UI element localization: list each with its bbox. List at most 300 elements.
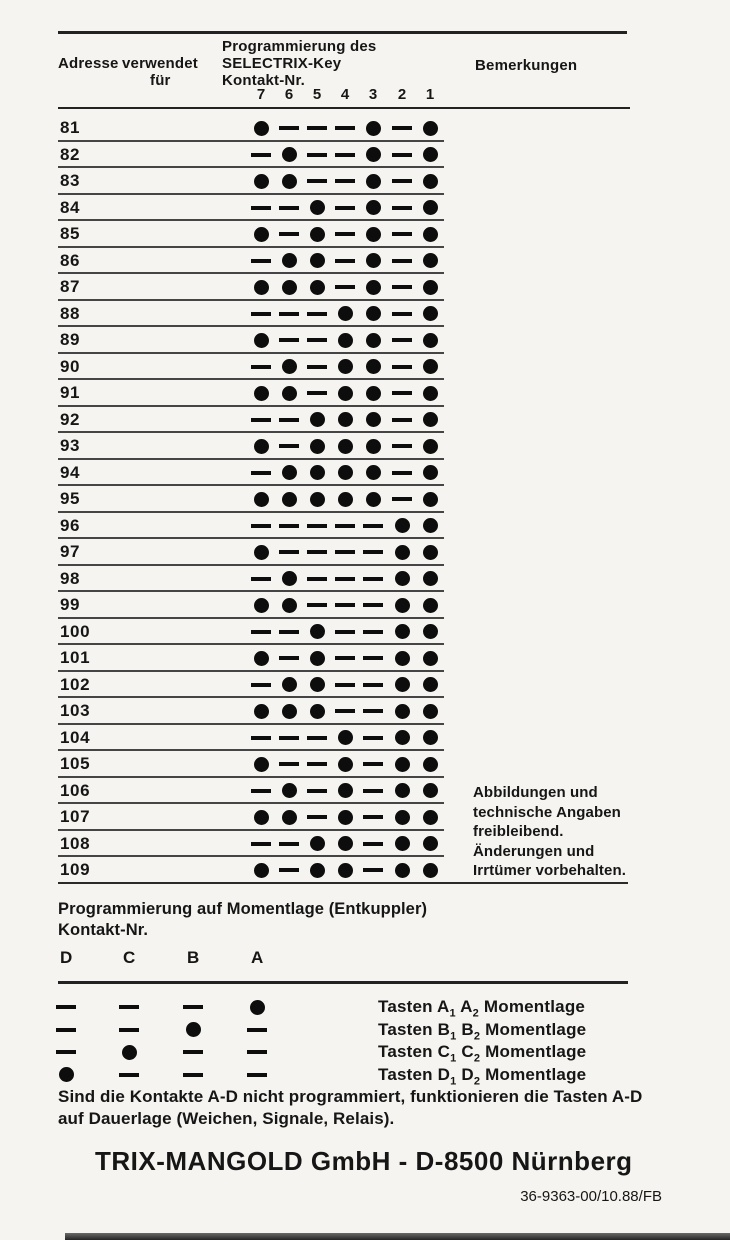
address-cell: 84: [60, 197, 81, 217]
contact-cell: [247, 804, 275, 831]
contact-programmed-dot: [423, 412, 438, 427]
contact-cell: [359, 248, 387, 275]
contact-cell: [303, 513, 331, 540]
contact-cell: [388, 831, 416, 858]
contact-cell: [247, 619, 275, 646]
contact-unprogrammed-dash: [251, 789, 271, 793]
contact-programmed-dot: [282, 359, 297, 374]
table-row: [58, 751, 630, 778]
contact-cell: [388, 433, 416, 460]
table-row: [58, 619, 630, 646]
contact-unprogrammed-dash: [279, 630, 299, 634]
contact-programmed-dot: [366, 200, 381, 215]
contact-unprogrammed-dash: [335, 232, 355, 236]
contact-letter-label: A: [251, 948, 264, 967]
contact-programmed-dot: [423, 651, 438, 666]
contact-programmed-dot: [423, 280, 438, 295]
contact-unprogrammed-dash: [307, 153, 327, 157]
contact-unprogrammed-dash: [392, 338, 412, 342]
contact-cell: [331, 380, 359, 407]
contact-cell: [275, 698, 303, 725]
contact-cell: [388, 248, 416, 275]
contact-programmed-dot: [254, 174, 269, 189]
contact-programmed-dot: [395, 863, 410, 878]
contact-programmed-dot: [310, 280, 325, 295]
contact-unprogrammed-dash: [363, 815, 383, 819]
contact-programmed-dot: [423, 333, 438, 348]
contact-cell: [388, 539, 416, 566]
contact-programmed-dot: [366, 465, 381, 480]
contact-cell: [331, 221, 359, 248]
contact-unprogrammed-dash: [251, 842, 271, 846]
contact-programmed-dot: [395, 624, 410, 639]
contact-cell: [388, 301, 416, 328]
contact-cell: [359, 645, 387, 672]
address-cell: 107: [60, 807, 91, 827]
contact-cell: [359, 354, 387, 381]
contact-cell: [388, 804, 416, 831]
contact-number-row: [0, 86, 730, 104]
contact-unprogrammed-dash: [392, 259, 412, 263]
contact-cell: [416, 221, 444, 248]
contact-programmed-dot: [423, 492, 438, 507]
contact-cell: [247, 142, 275, 169]
contact-cell: [275, 778, 303, 805]
contact-cell: [303, 301, 331, 328]
contact-cell: [247, 751, 275, 778]
contact-cell: [331, 566, 359, 593]
contact-unprogrammed-dash: [392, 365, 412, 369]
remarks-note-line: technische Angaben: [473, 803, 621, 821]
contact-programmed-dot: [395, 545, 410, 560]
contact-programmed-dot: [423, 624, 438, 639]
contact-unprogrammed-dash: [119, 1028, 139, 1032]
address-cell: 101: [60, 648, 91, 668]
contact-programmed-dot: [366, 280, 381, 295]
contact-unprogrammed-dash: [119, 1005, 139, 1009]
contact-unprogrammed-dash: [247, 1050, 267, 1054]
contact-unprogrammed-dash: [363, 550, 383, 554]
contact-cell: [115, 996, 143, 1019]
contact-cell: [416, 460, 444, 487]
moment-note-line2: auf Dauerlage (Weichen, Signale, Relais).: [58, 1109, 395, 1128]
contact-cell: [247, 460, 275, 487]
contact-cell: [388, 115, 416, 142]
contact-cell: [416, 751, 444, 778]
contact-cell: [247, 354, 275, 381]
contact-programmed-dot: [423, 147, 438, 162]
moment-note-line1: Sind die Kontakte A-D nicht programmiert, funktionieren die Tasten A-D: [58, 1087, 643, 1106]
contact-cell: [179, 996, 207, 1019]
address-cell: 109: [60, 860, 91, 880]
contact-cell: [179, 1064, 207, 1087]
contact-cell: [303, 857, 331, 884]
contact-letter-label: D: [60, 948, 73, 967]
contact-cell: [303, 354, 331, 381]
contact-programmed-dot: [395, 836, 410, 851]
contact-programmed-dot: [366, 121, 381, 136]
contact-cell: [416, 380, 444, 407]
contact-cell: [359, 221, 387, 248]
contact-programmed-dot: [338, 492, 353, 507]
contact-programmed-dot: [423, 704, 438, 719]
contact-programmed-dot: [423, 783, 438, 798]
contact-cell: [275, 248, 303, 275]
contact-unprogrammed-dash: [392, 497, 412, 501]
contact-programmed-dot: [423, 253, 438, 268]
contact-cell: [331, 248, 359, 275]
table-row: [58, 327, 630, 354]
contact-unprogrammed-dash: [279, 338, 299, 342]
contact-cell: [303, 831, 331, 858]
contact-programmed-dot: [310, 492, 325, 507]
contact-cell: [247, 327, 275, 354]
contact-programmed-dot: [338, 306, 353, 321]
contact-cell: [416, 645, 444, 672]
contact-cell: [388, 592, 416, 619]
contact-programmed-dot: [366, 174, 381, 189]
contact-unprogrammed-dash: [335, 577, 355, 581]
contact-unprogrammed-dash: [392, 232, 412, 236]
contact-cell: [303, 195, 331, 222]
contact-programmed-dot: [395, 571, 410, 586]
contact-cell: [115, 1041, 143, 1064]
contact-cell: [359, 831, 387, 858]
contact-cell: [388, 274, 416, 301]
contact-cell: [359, 115, 387, 142]
contact-programmed-dot: [423, 863, 438, 878]
contact-unprogrammed-dash: [392, 418, 412, 422]
contact-programmed-dot: [338, 412, 353, 427]
contact-unprogrammed-dash: [363, 630, 383, 634]
contact-unprogrammed-dash: [307, 762, 327, 766]
contact-cell: [416, 407, 444, 434]
contact-cell: [52, 1041, 80, 1064]
contact-programmed-dot: [366, 227, 381, 242]
table-row: [58, 168, 630, 195]
table-row: [58, 380, 630, 407]
contact-programmed-dot: [254, 121, 269, 136]
contact-cell: [275, 725, 303, 752]
contact-programmed-dot: [338, 863, 353, 878]
contact-programmed-dot: [282, 598, 297, 613]
contact-cell: [388, 725, 416, 752]
contact-programmed-dot: [310, 624, 325, 639]
contact-cell: [388, 221, 416, 248]
contact-programmed-dot: [338, 439, 353, 454]
contact-cell: [359, 301, 387, 328]
contact-unprogrammed-dash: [335, 285, 355, 289]
contact-cell: [359, 274, 387, 301]
contact-cell: [388, 645, 416, 672]
contact-unprogrammed-dash: [363, 842, 383, 846]
moment-row: [50, 1064, 650, 1087]
contact-cell: [247, 672, 275, 699]
contact-programmed-dot: [282, 386, 297, 401]
contact-programmed-dot: [338, 783, 353, 798]
contact-cell: [303, 698, 331, 725]
remarks-note-line: freibleibend.: [473, 823, 564, 840]
contact-unprogrammed-dash: [363, 683, 383, 687]
contact-programmed-dot: [254, 227, 269, 242]
contact-cell: [275, 513, 303, 540]
contact-cell: [416, 725, 444, 752]
column-header-used-for-line2: für: [150, 72, 171, 89]
table-row: [58, 725, 630, 752]
contact-cell: [247, 698, 275, 725]
address-cell: 83: [60, 171, 81, 191]
contact-programmed-dot: [423, 677, 438, 692]
contact-programmed-dot: [250, 1000, 265, 1015]
contact-programmed-dot: [310, 677, 325, 692]
contact-cell: [331, 327, 359, 354]
contact-cell: [303, 645, 331, 672]
contact-cell: [275, 327, 303, 354]
contact-unprogrammed-dash: [307, 550, 327, 554]
address-cell: 82: [60, 144, 81, 164]
contact-cell: [359, 407, 387, 434]
contact-programmed-dot: [366, 147, 381, 162]
contact-cell: [275, 407, 303, 434]
moment-section-rule: [58, 981, 628, 984]
contact-unprogrammed-dash: [119, 1073, 139, 1077]
contact-programmed-dot: [338, 386, 353, 401]
contact-programmed-dot: [310, 412, 325, 427]
table-row: [58, 248, 630, 275]
table-row: [58, 195, 630, 222]
contact-cell: [331, 698, 359, 725]
contact-programmed-dot: [423, 121, 438, 136]
contact-programmed-dot: [254, 598, 269, 613]
contact-cell: [359, 619, 387, 646]
contact-cell: [303, 327, 331, 354]
contact-programmed-dot: [366, 386, 381, 401]
contact-unprogrammed-dash: [251, 683, 271, 687]
contact-cell: [416, 831, 444, 858]
row-separator-line: [58, 882, 628, 884]
remarks-note-line: Irrtümer vorbehalten.: [473, 862, 626, 879]
address-cell: 93: [60, 436, 81, 456]
contact-unprogrammed-dash: [363, 789, 383, 793]
contact-cell: [359, 592, 387, 619]
contact-number-label: 5: [312, 86, 322, 103]
moment-row-label: Tasten $B_1$ $B_2$ Momentlage: [378, 1019, 587, 1043]
address-cell: 100: [60, 621, 91, 641]
contact-programmed-dot: [366, 306, 381, 321]
contact-cell: [331, 274, 359, 301]
contact-unprogrammed-dash: [279, 444, 299, 448]
contact-number-label: 7: [256, 86, 266, 103]
contact-cell: [303, 751, 331, 778]
contact-programmed-dot: [310, 253, 325, 268]
contact-cell: [247, 566, 275, 593]
table-row: [58, 539, 630, 566]
contact-programmed-dot: [254, 704, 269, 719]
contact-cell: [359, 725, 387, 752]
table-row: [58, 592, 630, 619]
contact-cell: [359, 168, 387, 195]
contact-programmed-dot: [366, 492, 381, 507]
contact-cell: [331, 168, 359, 195]
moment-row: [50, 1041, 650, 1064]
contact-cell: [275, 274, 303, 301]
contact-cell: [115, 1019, 143, 1042]
moment-row-label: Tasten $D_1$ $D_2$ Momentlage: [378, 1064, 587, 1088]
contact-programmed-dot: [366, 333, 381, 348]
contact-cell: [303, 725, 331, 752]
contact-cell: [247, 248, 275, 275]
table-row: [58, 698, 630, 725]
contact-programmed-dot: [282, 704, 297, 719]
contact-programmed-dot: [395, 704, 410, 719]
contact-unprogrammed-dash: [363, 868, 383, 872]
contact-unprogrammed-dash: [251, 206, 271, 210]
contact-cell: [243, 1041, 271, 1064]
contact-cell: [331, 645, 359, 672]
contact-cell: [331, 407, 359, 434]
contact-cell: [275, 857, 303, 884]
contact-cell: [275, 354, 303, 381]
contact-cell: [275, 831, 303, 858]
address-cell: 106: [60, 780, 91, 800]
contact-cell: [388, 857, 416, 884]
contact-programmed-dot: [254, 757, 269, 772]
contact-programmed-dot: [423, 439, 438, 454]
table-row: [58, 460, 630, 487]
remarks-note: [473, 783, 626, 881]
contact-unprogrammed-dash: [279, 232, 299, 236]
column-header-programming-line3: Kontakt-Nr.: [222, 72, 306, 89]
table-row: [58, 407, 630, 434]
contact-unprogrammed-dash: [392, 153, 412, 157]
contact-cell: [416, 566, 444, 593]
contact-cell: [247, 301, 275, 328]
contact-cell: [303, 619, 331, 646]
contact-cell: [303, 274, 331, 301]
moment-row-label: Tasten $C_1$ $C_2$ Momentlage: [378, 1042, 587, 1065]
contact-programmed-dot: [310, 465, 325, 480]
document-code: 36-9363-00/10.88/FB: [520, 1188, 662, 1205]
contact-cell: [275, 142, 303, 169]
contact-programmed-dot: [282, 810, 297, 825]
contact-unprogrammed-dash: [363, 603, 383, 607]
contact-cell: [303, 804, 331, 831]
contact-programmed-dot: [254, 280, 269, 295]
contact-cell: [359, 195, 387, 222]
contact-unprogrammed-dash: [363, 524, 383, 528]
contact-cell: [331, 460, 359, 487]
remarks-note-line: Abbildungen und: [473, 784, 598, 801]
contact-programmed-dot: [282, 492, 297, 507]
contact-cell: [247, 433, 275, 460]
contact-programmed-dot: [395, 518, 410, 533]
contact-cell: [247, 407, 275, 434]
contact-unprogrammed-dash: [183, 1005, 203, 1009]
contact-cell: [247, 539, 275, 566]
contact-unprogrammed-dash: [307, 365, 327, 369]
contact-number-label: 2: [397, 86, 407, 103]
contact-number-label: 3: [368, 86, 378, 103]
contact-programmed-dot: [282, 571, 297, 586]
contact-cell: [388, 142, 416, 169]
contact-programmed-dot: [395, 783, 410, 798]
table-top-rule: [58, 31, 627, 34]
contact-programmed-dot: [282, 465, 297, 480]
contact-unprogrammed-dash: [335, 550, 355, 554]
contact-programmed-dot: [338, 465, 353, 480]
contact-cell: [52, 996, 80, 1019]
contact-cell: [331, 433, 359, 460]
contact-cell: [416, 619, 444, 646]
address-cell: 104: [60, 727, 91, 747]
contact-cell: [359, 698, 387, 725]
moment-section-subtitle: Kontakt-Nr.: [58, 921, 149, 939]
contact-cell: [359, 566, 387, 593]
contact-unprogrammed-dash: [56, 1005, 76, 1009]
contact-programmed-dot: [423, 227, 438, 242]
contact-cell: [247, 274, 275, 301]
contact-cell: [275, 592, 303, 619]
contact-unprogrammed-dash: [392, 391, 412, 395]
contact-unprogrammed-dash: [335, 656, 355, 660]
contact-programmed-dot: [338, 333, 353, 348]
contact-unprogrammed-dash: [335, 630, 355, 634]
contact-cell: [359, 433, 387, 460]
contact-cell: [388, 380, 416, 407]
contact-programmed-dot: [395, 677, 410, 692]
contact-unprogrammed-dash: [392, 285, 412, 289]
contact-cell: [247, 645, 275, 672]
contact-programmed-dot: [122, 1045, 137, 1060]
table-row: [58, 301, 630, 328]
contact-cell: [388, 751, 416, 778]
contact-programmed-dot: [395, 757, 410, 772]
contact-unprogrammed-dash: [392, 126, 412, 130]
contact-cell: [303, 460, 331, 487]
contact-unprogrammed-dash: [307, 312, 327, 316]
contact-cell: [303, 248, 331, 275]
contact-unprogrammed-dash: [279, 418, 299, 422]
contact-unprogrammed-dash: [247, 1073, 267, 1077]
contact-cell: [331, 751, 359, 778]
contact-cell: [247, 725, 275, 752]
contact-unprogrammed-dash: [251, 153, 271, 157]
contact-programmed-dot: [366, 359, 381, 374]
contact-cell: [275, 221, 303, 248]
contact-cell: [359, 804, 387, 831]
contact-cell: [275, 460, 303, 487]
contact-programmed-dot: [338, 757, 353, 772]
contact-cell: [331, 354, 359, 381]
table-row: [58, 672, 630, 699]
contact-cell: [303, 221, 331, 248]
table-row: [58, 433, 630, 460]
address-cell: 85: [60, 224, 81, 244]
contact-cell: [331, 725, 359, 752]
contact-cell: [275, 433, 303, 460]
contact-cell: [303, 778, 331, 805]
contact-number-label: 6: [284, 86, 294, 103]
contact-unprogrammed-dash: [251, 524, 271, 528]
contact-unprogrammed-dash: [392, 444, 412, 448]
contact-unprogrammed-dash: [335, 206, 355, 210]
contact-unprogrammed-dash: [279, 206, 299, 210]
contact-cell: [359, 778, 387, 805]
moment-row: [50, 1019, 650, 1042]
table-header-rule: [58, 107, 630, 109]
table-row: [58, 274, 630, 301]
contact-cell: [359, 672, 387, 699]
